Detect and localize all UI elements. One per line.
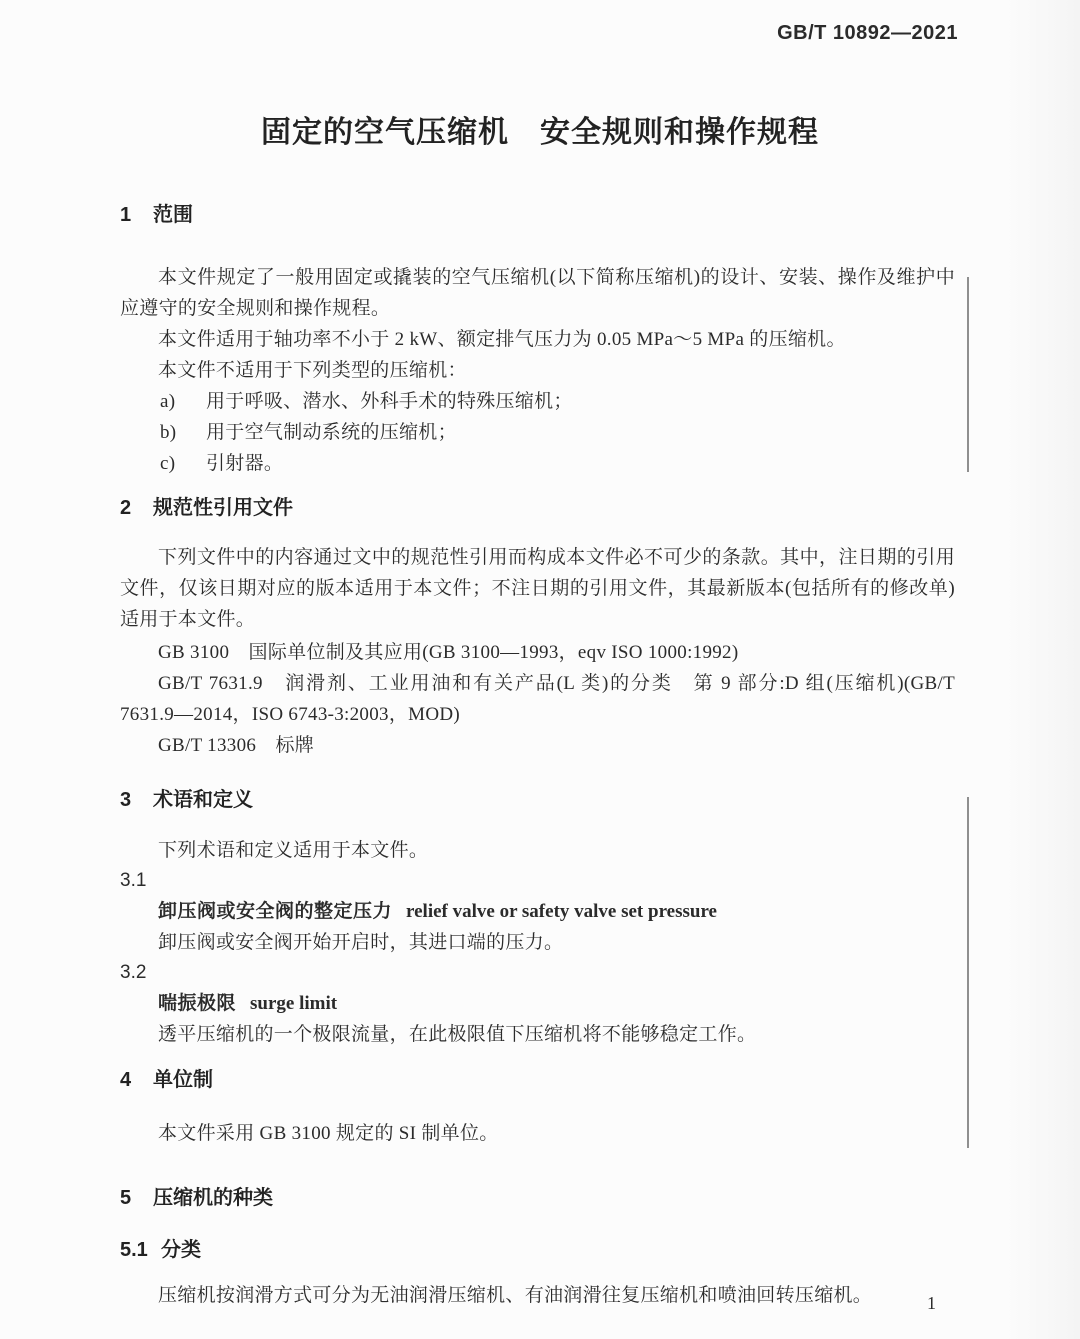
document-body [120, 200, 955, 1311]
section-number: 3 [120, 789, 132, 811]
list-item [120, 417, 955, 448]
list-text: 用于空气制动系统的压缩机； [206, 422, 457, 443]
section-heading-units [120, 1065, 955, 1095]
term-title [120, 988, 955, 1019]
list-marker: c) [160, 453, 176, 474]
section-number: 5 [120, 1187, 132, 1209]
section-title: 规范性引用文件 [153, 497, 293, 519]
scope-paragraph-1: 本文件规定了一般用固定或撬装的空气压缩机(以下简称压缩机)的设计、安装、操作及维护中应遵守的安全规则和操作规程。 [120, 267, 955, 319]
scope-paragraph-2: 本文件适用于轴功率不小于 2 kW、额定排气压力为 0.05 MPa～5 MPa 的压缩机。 [158, 329, 846, 350]
reference-entry: GB 3100 国际单位制及其应用(GB 3100—1993，eqv ISO 1000:1992) [158, 642, 739, 663]
subsection-heading-classification [120, 1235, 955, 1265]
units-paragraph: 本文件采用 GB 3100 规定的 SI 制单位。 [158, 1123, 499, 1144]
term-english: surge limit [250, 993, 338, 1014]
terms-intro: 下列术语和定义适用于本文件。 [158, 840, 429, 861]
list-item [120, 448, 955, 479]
document-title: 固定的空气压缩机 安全规则和操作规程 [261, 116, 819, 149]
term-definition: 卸压阀或安全阀开始开启时，其进口端的压力。 [158, 932, 564, 953]
section-title: 单位制 [153, 1069, 213, 1091]
revision-margin-bar [967, 277, 969, 472]
types-paragraph: 压缩机按润滑方式可分为无油润滑压缩机、有油润滑往复压缩机和喷油回转压缩机。 [158, 1285, 873, 1306]
list-item [120, 386, 955, 417]
list-marker: a) [160, 391, 176, 412]
list-text: 用于呼吸、潜水、外科手术的特殊压缩机； [206, 391, 573, 412]
subsection-title: 分类 [161, 1239, 201, 1261]
term-title [120, 896, 955, 927]
section-heading-compressor-types [120, 1183, 955, 1213]
section-number: 1 [120, 204, 132, 226]
term-chinese: 喘振极限 [158, 993, 237, 1014]
term-definition: 透平压缩机的一个极限流量，在此极限值下压缩机将不能够稳定工作。 [158, 1024, 757, 1045]
section-heading-normative-references [120, 493, 955, 523]
page-number: 1 [927, 1293, 936, 1313]
reference-entry: GB/T 13306 标牌 [158, 735, 315, 756]
section-title: 压缩机的种类 [153, 1187, 273, 1209]
normative-paragraph: 下列文件中的内容通过文中的规范性引用而构成本文件必不可少的条款。其中，注日期的引用文件，仅该日期对应的版本适用于本文件；不注日期的引用文件，其最新版本(包括所有的修改单)适用于本文件。 [120, 547, 955, 630]
term-number: 3.1 [120, 870, 147, 891]
section-heading-scope [120, 200, 955, 230]
list-text: 引射器。 [206, 453, 284, 474]
section-heading-terms [120, 785, 955, 815]
term-chinese: 卸压阀或安全阀的整定压力 [158, 901, 393, 922]
scope-paragraph-3: 本文件不适用于下列类型的压缩机： [158, 360, 467, 381]
section-title: 范围 [153, 204, 193, 226]
subsection-number: 5.1 [120, 1239, 148, 1261]
standard-code: GB/T 10892—2021 [777, 22, 958, 44]
term-number: 3.2 [120, 962, 147, 983]
term-english: relief valve or safety valve set pressure [406, 901, 717, 922]
section-number: 4 [120, 1069, 132, 1091]
revision-margin-bar [967, 797, 969, 1148]
list-marker: b) [160, 422, 177, 443]
section-number: 2 [120, 497, 132, 519]
section-title: 术语和定义 [153, 789, 253, 811]
reference-entry: GB/T 7631.9 润滑剂、工业用油和有关产品(L 类)的分类 第 9 部分:D 组(压缩机)(GB/T 7631.9—2014，ISO 6743-3:2003，MOD) [120, 673, 955, 725]
